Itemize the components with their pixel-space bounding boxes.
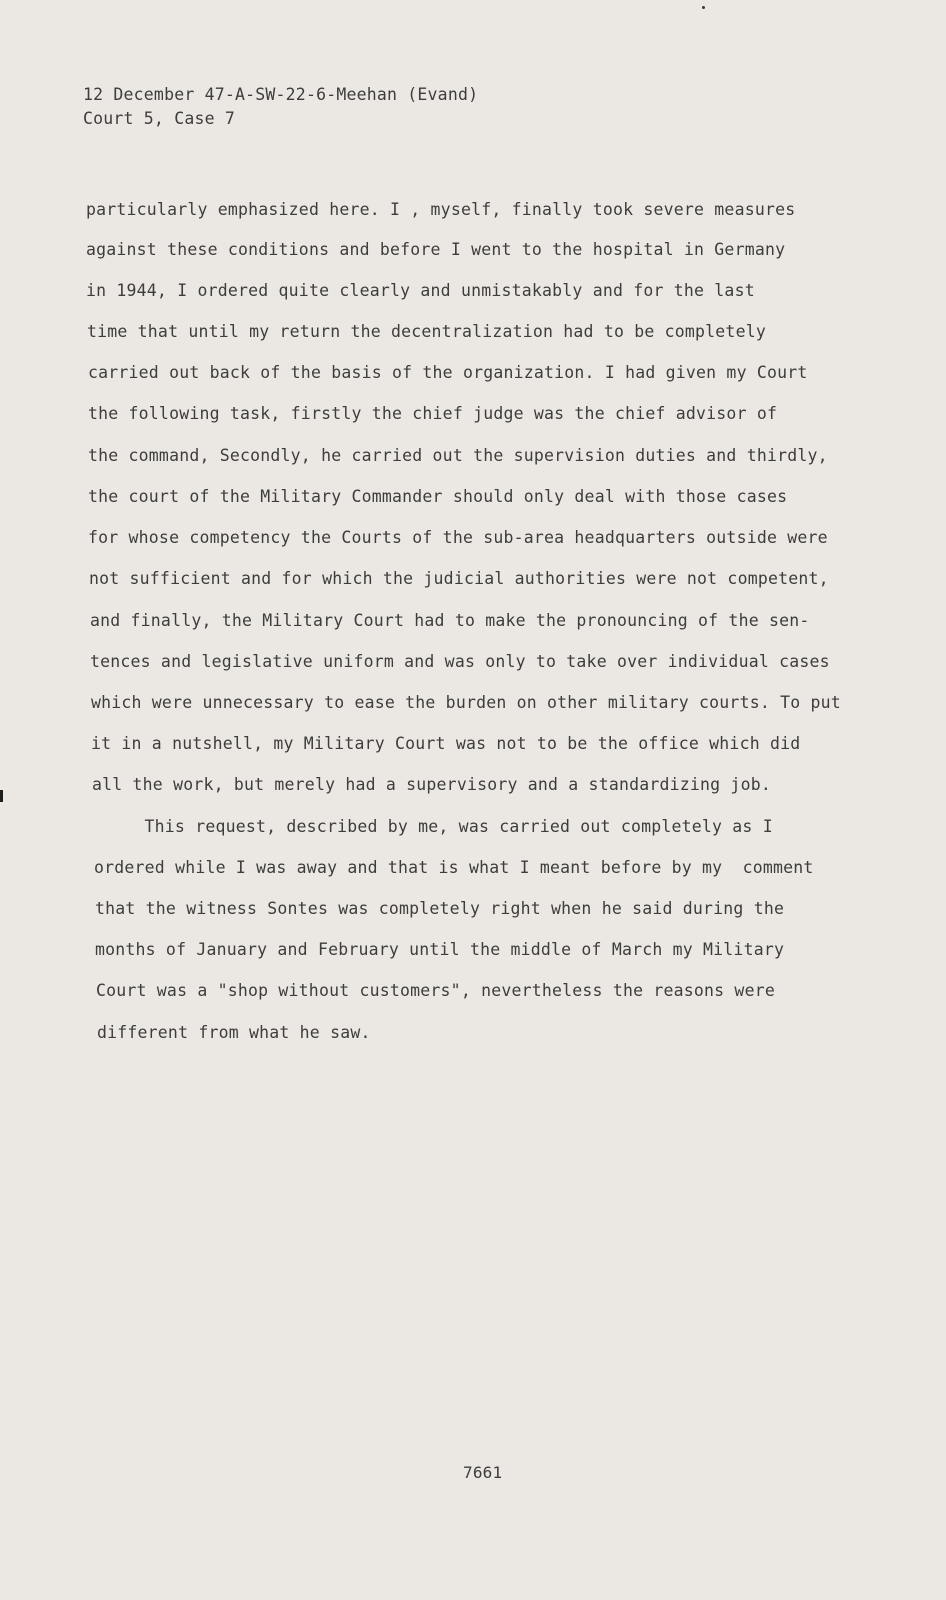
- text-line: months of January and February until the middle of March my Military: [95, 940, 785, 959]
- text-line: carried out back of the basis of the organization. I had given my Court: [88, 363, 808, 382]
- text-line: particularly emphasized here. I , myself, finally took severe measures: [86, 200, 796, 219]
- paper-edge-mark: [0, 790, 3, 802]
- text-line: the court of the Military Commander should only deal with those cases: [88, 487, 788, 506]
- text-line: Court was a "shop without customers", nevertheless the reasons were: [96, 981, 775, 1000]
- text-line: against these conditions and before I went to the hospital in Germany: [86, 240, 786, 259]
- text-line: all the work, but merely had a supervisory and a standardizing job.: [92, 775, 771, 794]
- header-court-case: Court 5, Case 7: [83, 109, 236, 128]
- text-line: in 1944, I ordered quite clearly and unmistakably and for the last: [86, 281, 755, 300]
- text-line: that the witness Sontes was completely right when he said during the: [95, 899, 785, 918]
- text-line: for whose competency the Courts of the sub-area headquarters outside were: [88, 528, 828, 547]
- text-line: which were unnecessary to ease the burden on other military courts. To put: [91, 693, 841, 712]
- text-line: ordered while I was away and that is what I meant before by my comment: [94, 858, 814, 877]
- text-line: and finally, the Military Court had to make the pronouncing of the sen-: [90, 611, 810, 630]
- text-line: it in a nutshell, my Military Court was not to be the office which did: [91, 734, 801, 753]
- text-line: This request, described by me, was carried out completely as I: [104, 817, 773, 836]
- text-line: not sufficient and for which the judicial authorities were not competent,: [89, 569, 829, 588]
- text-line: the command, Secondly, he carried out the supervision duties and thirdly,: [88, 446, 828, 465]
- text-line: the following task, firstly the chief judge was the chief advisor of: [88, 404, 778, 423]
- page-number: 7661: [463, 1463, 503, 1482]
- text-line: time that until my return the decentralization had to be completely: [87, 322, 766, 341]
- text-line: different from what he saw.: [97, 1023, 371, 1042]
- paper-speck: [702, 6, 705, 9]
- document-header: [83, 83, 478, 131]
- header-date-reference: 12 December 47-A-SW-22-6-Meehan (Evand): [83, 85, 479, 104]
- text-line: tences and legislative uniform and was only to take over individual cases: [90, 652, 830, 671]
